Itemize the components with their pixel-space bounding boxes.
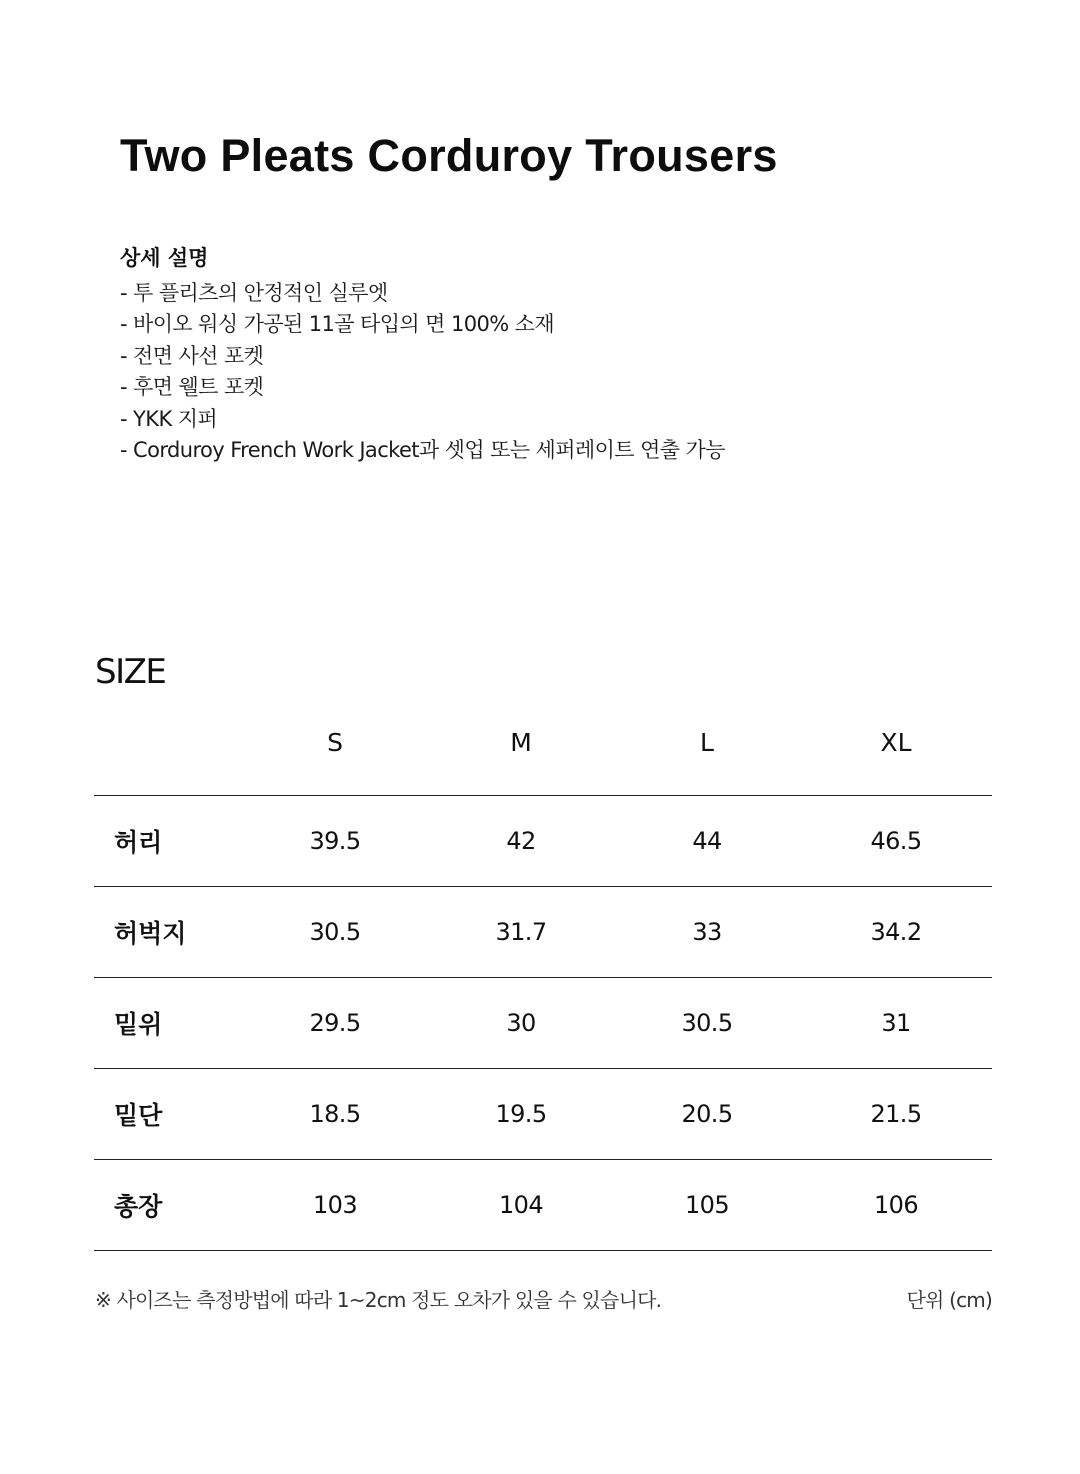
description-item: - 후면 웰트 포켓 [120,375,264,400]
measurement-value: 33 [692,918,722,946]
description-item: - YKK 지퍼 [120,406,218,431]
size-column-header: XL [880,728,912,757]
size-heading: SIZE [95,652,166,693]
table-row [94,887,992,978]
measurement-value: 30 [506,1009,536,1037]
size-header-corner [94,690,242,796]
measurement-value: 106 [873,1191,918,1219]
measurement-value: 20.5 [681,1100,733,1128]
description-item: - 바이오 워싱 가공된 11골 타입의 면 100% 소재 [120,312,555,337]
size-table [94,690,992,1251]
description-section [120,240,725,466]
table-row [94,796,992,887]
measurement-value: 19.5 [495,1100,547,1128]
table-row [94,1160,992,1251]
description-list [120,278,725,466]
description-item: - 전면 사선 포켓 [120,343,264,368]
measurement-value: 30.5 [309,918,361,946]
measurement-value: 46.5 [870,827,922,855]
measurement-value: 44 [692,827,722,855]
measurement-label: 밑위 [114,1010,163,1039]
size-header-row [94,690,992,796]
size-column-header: L [700,728,714,757]
unit-label: 단위 (cm) [906,1288,992,1312]
measurement-value: 29.5 [309,1009,361,1037]
measurement-value: 18.5 [309,1100,361,1128]
size-column-header: M [510,728,532,757]
table-row [94,1069,992,1160]
measurement-label: 허리 [114,828,163,857]
measurement-value: 103 [312,1191,357,1219]
measurement-value: 104 [498,1191,543,1219]
measurement-value: 31.7 [495,918,547,946]
measurement-value: 39.5 [309,827,361,855]
measurement-value: 34.2 [870,918,922,946]
size-column-header: S [327,728,343,757]
measurement-value: 21.5 [870,1100,922,1128]
measurement-value: 30.5 [681,1009,733,1037]
description-heading: 상세 설명 [120,246,209,270]
measurement-value: 105 [684,1191,729,1219]
description-item: - Corduroy French Work Jacket과 셋업 또는 세퍼레이트 연출 가능 [120,438,725,463]
measurement-label: 밑단 [114,1101,163,1130]
measurement-value: 42 [506,827,536,855]
product-title: Two Pleats Corduroy Trousers [120,130,778,182]
description-item: - 투 플리츠의 안정적인 실루엣 [120,281,388,305]
measurement-label: 총장 [114,1192,163,1221]
table-row [94,978,992,1069]
measurement-value: 31 [881,1009,911,1037]
size-note: ※ 사이즈는 측정방법에 따라 1~2cm 정도 오차가 있을 수 있습니다. [95,1288,662,1312]
measurement-label: 허벅지 [114,919,187,948]
